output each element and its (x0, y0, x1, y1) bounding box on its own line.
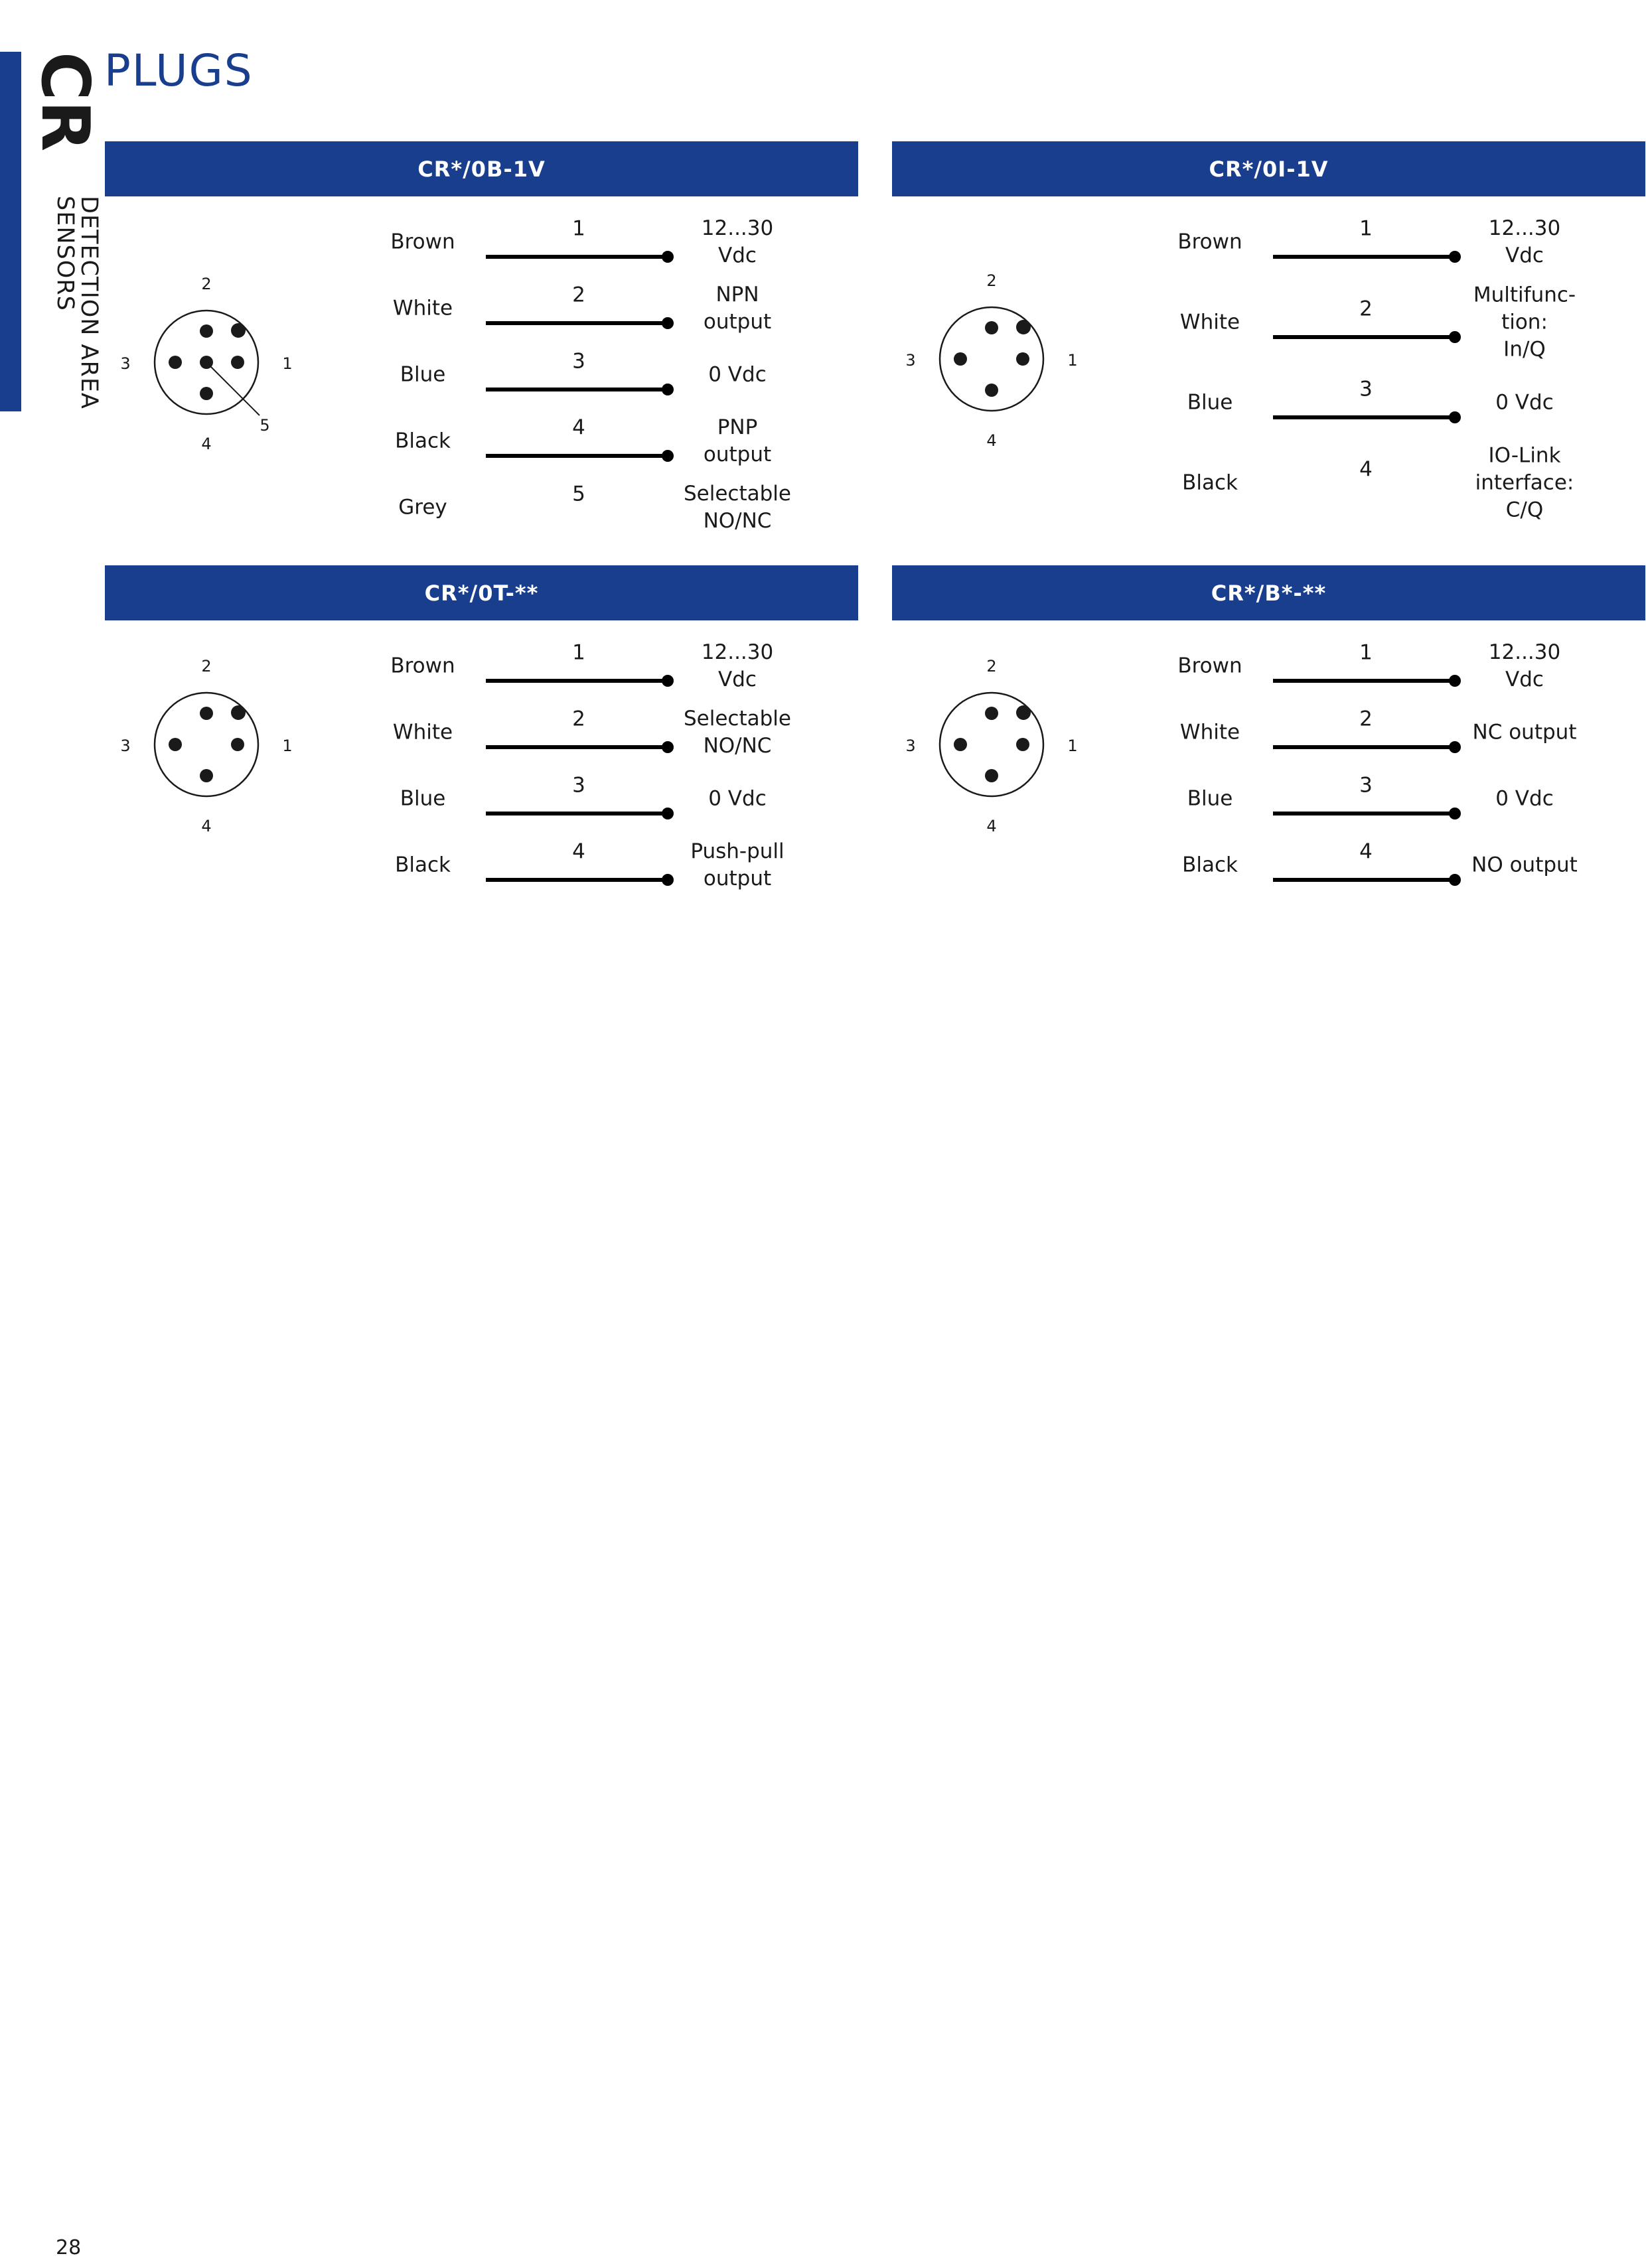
pinout-panel-cr-0t (105, 565, 858, 910)
wire-color-label: White (1179, 310, 1240, 334)
wire-signal-label: IO-Link interface: C/Q (1475, 443, 1574, 522)
pin-label-5: 5 (260, 416, 270, 435)
wire-signal-label: NO output (1471, 853, 1578, 877)
wire-signal-label: 12...30 Vdc (1488, 216, 1561, 267)
wire-signal-label: PNP output (703, 415, 772, 466)
wire-signal-label: 12...30 Vdc (701, 216, 774, 267)
pin-label-3: 3 (905, 737, 916, 755)
wire-pin-number: 1 (572, 216, 585, 241)
wire-signal-label: 12...30 Vdc (1488, 640, 1561, 691)
wire-signal-label: 12...30 Vdc (701, 640, 774, 691)
pin-label-1: 1 (282, 354, 293, 373)
pin-label-1: 1 (1067, 737, 1078, 755)
pin-label-1: 1 (1067, 351, 1078, 370)
wire-signal-label: 0 Vdc (708, 362, 767, 387)
wire-pin-number: 4 (572, 839, 585, 864)
wire-pin-number: 2 (1359, 707, 1373, 731)
wire-signal-label: Push-pull output (690, 839, 785, 890)
wire-pin-number: 3 (572, 349, 585, 374)
wire-signal-label: Selectable NO/NC (684, 482, 791, 533)
wire-pin-number: 3 (1359, 377, 1373, 401)
pin-label-3: 3 (120, 737, 131, 755)
wire-color-label: Brown (390, 654, 455, 678)
wire-color-label: White (392, 720, 453, 744)
pin-label-4: 4 (986, 431, 997, 450)
wire-pin-number: 1 (1359, 640, 1373, 665)
section-code: CR (27, 52, 104, 152)
wire-color-label: Black (395, 429, 451, 453)
wire-color-label: Black (395, 853, 451, 877)
pin-label-4: 4 (201, 817, 212, 835)
wire-color-label: White (1179, 720, 1240, 744)
page-title: PLUGS (104, 45, 254, 96)
wire-signal-label: 0 Vdc (708, 786, 767, 811)
wire-color-label: White (392, 296, 453, 320)
pinout-panel-cr-0b-1v (105, 141, 858, 533)
pin-label-4: 4 (201, 435, 212, 453)
page-number: 28 (56, 2236, 82, 2259)
pin-label-2: 2 (201, 275, 212, 293)
wire-color-label: Grey (398, 495, 447, 520)
pinout-panel-cr-0i-1v (892, 141, 1645, 522)
wire-signal-label: NPN output (703, 283, 772, 334)
wire-color-label: Brown (1177, 654, 1242, 678)
wire-color-label: Blue (400, 362, 446, 387)
pin-label-2: 2 (986, 271, 997, 290)
wire-signal-label: Multifunc- tion: In/Q (1473, 283, 1576, 362)
wire-pin-number: 3 (1359, 773, 1373, 798)
wire-signal-label: 0 Vdc (1495, 786, 1554, 811)
wire-color-label: Black (1182, 470, 1238, 495)
wire-pin-number: 1 (1359, 216, 1373, 241)
pin-label-1: 1 (282, 737, 293, 755)
wire-signal-label: NC output (1472, 720, 1577, 744)
wire-color-label: Blue (1187, 786, 1233, 811)
pinout-panel-cr-b (892, 565, 1645, 910)
wire-color-label: Black (1182, 853, 1238, 877)
wire-signal-label: 0 Vdc (1495, 390, 1554, 415)
panel-title: CR*/0I-1V (892, 141, 1645, 196)
wire-pin-number: 1 (572, 640, 585, 665)
pin-label-2: 2 (986, 657, 997, 675)
pin-label-4: 4 (986, 817, 997, 835)
wire-pin-number: 2 (1359, 297, 1373, 321)
wire-signal-label: Selectable NO/NC (684, 707, 791, 758)
pin-label-2: 2 (201, 657, 212, 675)
panel-title: CR*/0T-** (105, 565, 858, 620)
pin-label-3: 3 (120, 354, 131, 373)
wire-color-label: Blue (400, 786, 446, 811)
wire-pin-number: 4 (572, 415, 585, 440)
panel-title: CR*/B*-** (892, 565, 1645, 620)
panel-title: CR*/0B-1V (105, 141, 858, 196)
wire-pin-number: 5 (572, 482, 585, 506)
wire-pin-number: 4 (1359, 457, 1373, 482)
wire-pin-number: 2 (572, 283, 585, 307)
wire-color-label: Brown (1177, 230, 1242, 254)
wire-color-label: Brown (390, 230, 455, 254)
wire-pin-number: 2 (572, 707, 585, 731)
pin-label-3: 3 (905, 351, 916, 370)
wire-color-label: Blue (1187, 390, 1233, 415)
wire-pin-number: 3 (572, 773, 585, 798)
wire-pin-number: 4 (1359, 839, 1373, 864)
section-accent-bar (0, 52, 21, 411)
section-name: DETECTION AREA SENSORS (52, 196, 102, 409)
